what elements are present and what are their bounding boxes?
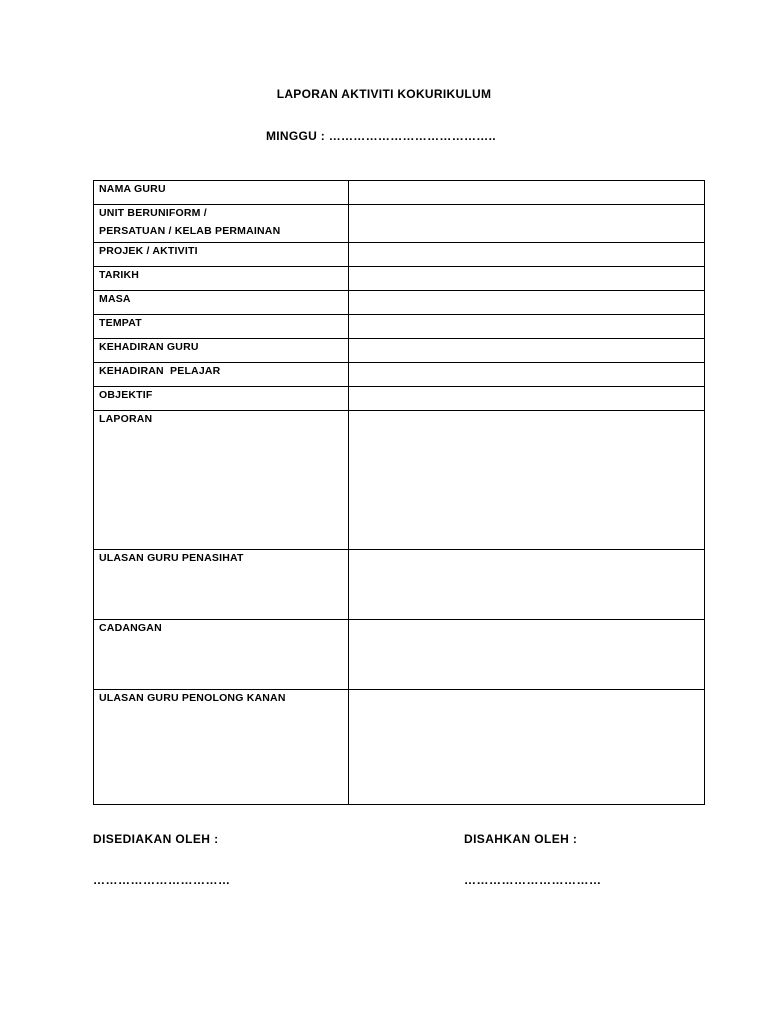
row-value-nama-guru[interactable]: [349, 181, 705, 205]
row-label-cadangan: CADANGAN: [94, 620, 349, 690]
row-value-tarikh[interactable]: [349, 267, 705, 291]
row-label-ulasan-penasihat: ULASAN GURU PENASIHAT: [94, 550, 349, 620]
row-label-laporan: LAPORAN: [94, 411, 349, 550]
row-value-cadangan[interactable]: [349, 620, 705, 690]
row-value-projek[interactable]: [349, 243, 705, 267]
prepared-by-signature-line: ……………………………: [93, 873, 231, 887]
table-row: [94, 363, 705, 387]
table-row: [94, 339, 705, 363]
row-value-kehadiran-guru[interactable]: [349, 339, 705, 363]
table-row: [94, 291, 705, 315]
row-label-kehadiran-guru: KEHADIRAN GURU: [94, 339, 349, 363]
row-value-laporan[interactable]: [349, 411, 705, 550]
row-label-tempat: TEMPAT: [94, 315, 349, 339]
row-value-tempat[interactable]: [349, 315, 705, 339]
row-label-unit: UNIT BERUNIFORM / PERSATUAN / KELAB PERMAINAN: [94, 205, 349, 243]
row-label-projek: PROJEK / AKTIVITI: [94, 243, 349, 267]
table-row: [94, 690, 705, 805]
table-row: [94, 620, 705, 690]
table-row: [94, 181, 705, 205]
row-value-ulasan-penasihat[interactable]: [349, 550, 705, 620]
table-row: [94, 387, 705, 411]
table-row: [94, 205, 705, 243]
approved-by-signature-line: ……………………………: [464, 873, 602, 887]
row-label-kehadiran-pelajar: KEHADIRAN PELAJAR: [94, 363, 349, 387]
row-value-masa[interactable]: [349, 291, 705, 315]
table-row: [94, 411, 705, 550]
row-value-unit[interactable]: [349, 205, 705, 243]
table-row: [94, 550, 705, 620]
table-row: [94, 243, 705, 267]
row-label-nama-guru: NAMA GURU: [94, 181, 349, 205]
table-row: [94, 267, 705, 291]
table-row: [94, 315, 705, 339]
row-value-ulasan-penolong-kanan[interactable]: [349, 690, 705, 805]
row-label-objektif: OBJEKTIF: [94, 387, 349, 411]
report-form-table: [93, 180, 705, 805]
approved-by-label: DISAHKAN OLEH :: [464, 832, 578, 846]
row-label-tarikh: TARIKH: [94, 267, 349, 291]
row-value-objektif[interactable]: [349, 387, 705, 411]
row-label-masa: MASA: [94, 291, 349, 315]
report-title: LAPORAN AKTIVITI KOKURIKULUM: [276, 87, 492, 101]
prepared-by-label: DISEDIAKAN OLEH :: [93, 832, 219, 846]
week-line: MINGGU : …………………………………..: [266, 129, 496, 143]
row-value-kehadiran-pelajar[interactable]: [349, 363, 705, 387]
row-label-ulasan-penolong-kanan: ULASAN GURU PENOLONG KANAN: [94, 690, 349, 805]
